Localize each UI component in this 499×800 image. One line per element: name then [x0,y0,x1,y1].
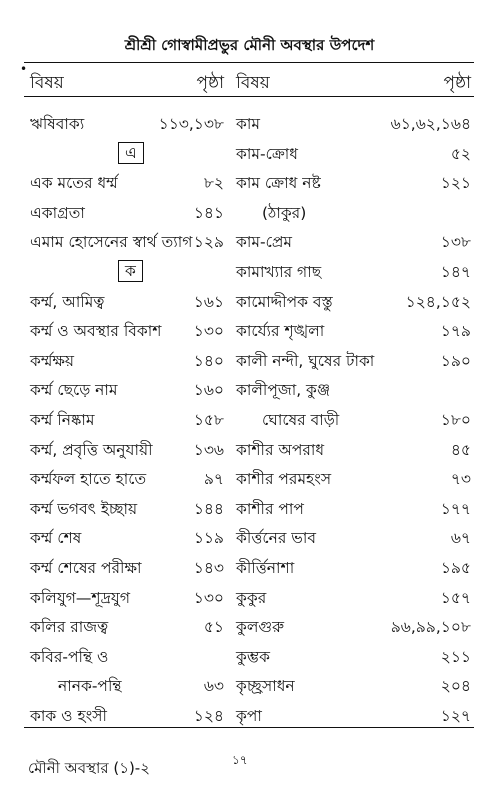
index-entry-page: ৬৭ [450,529,471,548]
letter-heading-box: এ [118,142,144,164]
index-entry [30,319,161,345]
index-entry-text: ঋষিবাক্য [30,115,85,133]
index-entry-text: কলিযুগ—শূদ্রযুগ [30,588,130,607]
index-entry [30,201,85,227]
letter-heading-box: ক [118,260,143,282]
index-entry [30,467,146,493]
index-entry-text: কালীপূজা, কুঞ্জ [236,381,331,400]
index-entry-text: একাগ্রতা [30,203,85,222]
index-entry-text: কর্ম্ম শেষের পরীক্ষা [30,559,142,577]
index-entry [236,586,266,612]
header-rule [24,96,474,97]
index-entry-page: ১৪১ [193,203,224,222]
index-entry-text: কীর্ত্তিনাশা [236,559,295,577]
index-entry-page: ১২১ [440,174,471,193]
index-entry-page: ৮২ [203,174,224,193]
index-entry-text: কর্ম্ম ছেড়ে নাম [30,381,118,400]
index-entry-text: কীর্ত্তনের ভাব [236,529,316,548]
index-entry-text: কাশীর পরমহংস [236,470,332,489]
index-entry [236,615,284,641]
index-entry [236,497,304,523]
index-entry [236,171,321,197]
index-entry-text: কাম ক্রোধ নষ্ট [236,174,321,193]
index-entry-page: ৫১ [203,618,224,637]
index-entry-text: কামাখ্যার গাছ [236,263,322,281]
index-entry [30,438,153,464]
bottom-rule [24,727,474,728]
index-entry [262,408,339,434]
index-entry-page: ১৮০ [440,411,471,429]
index-entry [30,526,81,552]
index-entry-text: কুলগুরু [236,618,285,637]
index-entry-page: ১৬০ [193,381,224,400]
index-entry-page: ১২৯ [193,233,224,252]
index-entry-page: ১৩৬ [193,440,224,459]
index-entry [236,526,316,552]
index-entry-page: ১৬১ [193,292,224,311]
stray-mark: • [20,62,28,76]
index-entry-text: কাক ও হংসী [30,707,107,725]
column-header-page-right: পৃষ্ঠা [443,73,471,93]
index-entry-text: কাশীর পাপ [236,499,304,518]
index-entry-page: ৬৩ [203,677,224,696]
index-entry [30,556,142,582]
index-entry [30,497,137,523]
index-entry-page: ১৪৩ [193,559,224,577]
index-entry-text: কর্ম্ম ও অবস্থার বিকাশ [30,322,162,341]
index-entry-page: ৬১,৬২,১৬৪ [390,115,471,133]
index-entry [30,171,118,197]
index-entry [236,290,333,316]
index-entry [262,201,306,227]
index-entry-page: ৭৩ [450,470,471,489]
index-entry [30,349,74,375]
index-entry-text: কাশীর অপরাধ [236,440,325,459]
index-entry [118,260,143,282]
index-entry-page: ১৫৭ [440,588,471,607]
index-entry [30,112,84,138]
index-entry-page: ১৪৭ [440,263,471,281]
index-entry-page: ১৪৪ [193,499,224,518]
index-entry-text: কুম্ভক [236,647,270,666]
index-entry-text: কবির-পন্থি ও [30,647,109,666]
index-entry [236,230,292,256]
index-entry-text: কর্ম্ম নিষ্কাম [30,411,95,429]
index-entry-page: ১২৪,১৫২ [405,292,471,311]
index-entry-text: কর্ম্ম ভগবৎ ইচ্ছায় [30,499,138,518]
index-entry-page: ৯৭ [203,470,224,489]
index-entry [30,615,108,641]
index-entry [236,645,270,671]
index-entry-text: কাম-ক্রোধ [236,144,298,163]
index-entry-text: কর্ম্মক্ষয় [30,351,75,370]
index-entry [236,142,298,168]
index-entry-text: নানক-পন্থি [58,677,122,696]
index-entry-page: ৯৬,৯৯,১০৮ [390,618,471,637]
index-entry [236,112,260,138]
index-entry-page: ১৩৮ [440,233,471,252]
index-entry-page: ১৫৮ [193,411,224,429]
index-entry [236,556,294,582]
index-entry [30,230,192,256]
page-title: শ্রীশ্রী গোস্বামীপ্রভুর মৌনী অবস্থার উপদেশ [124,36,375,54]
index-entry-page: ১৭৭ [440,499,471,518]
index-entry [58,674,122,700]
column-header-page-left: পৃষ্ঠা [196,73,224,93]
index-entry [30,645,108,671]
index-entry-text: এমাম হোসেনের স্বার্থ ত্যাগ [30,233,193,252]
index-entry-text: কার্য্যের শৃঙ্খলা [236,322,325,341]
index-entry-text: কর্ম্ম, প্রবৃত্তি অনুযায়ী [30,440,153,459]
index-entry-page: ১৩০ [193,588,224,607]
index-entry [236,674,295,700]
index-entry-page: ২০৪ [440,677,471,696]
index-entry-text: কালী নন্দী, ঘুষের টাকা [236,351,375,370]
column-header-subject-right: বিষয় [236,73,270,93]
index-entry [30,290,104,316]
index-entry-text: কামোদ্দীপক বস্তু [236,292,333,311]
index-entry-page: ১৯৫ [440,559,471,577]
footer-book-label: মৌনী অবস্থার (১)-২ [28,759,150,777]
index-entry-page: ১২৪ [193,707,224,725]
index-entry-page: ১৯০ [440,351,471,370]
title-rule [24,62,474,63]
index-entry-page: ২১১ [440,647,471,666]
index-entry-page: ৫২ [450,144,471,163]
index-entry-text: কাম [236,115,260,133]
index-entry [236,260,321,286]
index-entry [30,378,118,404]
index-entry-page: ১৭৯ [440,322,471,341]
index-entry-page: ১২৭ [440,707,471,725]
index-entry [30,408,94,434]
index-entry-text: কুকুর [236,588,267,607]
index-entry-text: কর্ম্ম, আমিত্ব [30,292,105,311]
index-entry-text: কাম-প্রেম [236,233,293,252]
index-entry-page: ১১৩,১৩৮ [158,115,224,133]
index-entry-text: ঘোষের বাড়ী [262,411,340,429]
index-entry-text: কৃপা [236,707,262,725]
index-entry-text: এক মতের ধর্ম্ম [30,174,118,193]
index-entry [118,142,144,164]
index-entry-page: ১১৯ [193,529,224,548]
index-entry-page: ৪৫ [450,440,471,459]
index-entry-page: ১৪০ [193,351,224,370]
index-entry [236,349,374,375]
index-entry-text: কর্ম্মফল হাতে হাতে [30,470,147,489]
index-entry [236,438,324,464]
column-header-subject-left: বিষয় [30,73,64,93]
index-entry [236,467,331,493]
index-entry-text: কলির রাজত্ব [30,618,109,637]
footer-page-number: ১৭ [232,753,248,767]
index-entry [236,378,330,404]
index-entry-text: কৃচ্ছ্রসাধন [236,677,295,696]
index-entry [236,319,324,345]
index-entry-text: কর্ম্ম শেষ [30,529,82,548]
index-entry [30,586,130,612]
index-entry-page: ১৩০ [193,322,224,341]
index-entry-text: (ঠাকুর) [262,203,307,222]
